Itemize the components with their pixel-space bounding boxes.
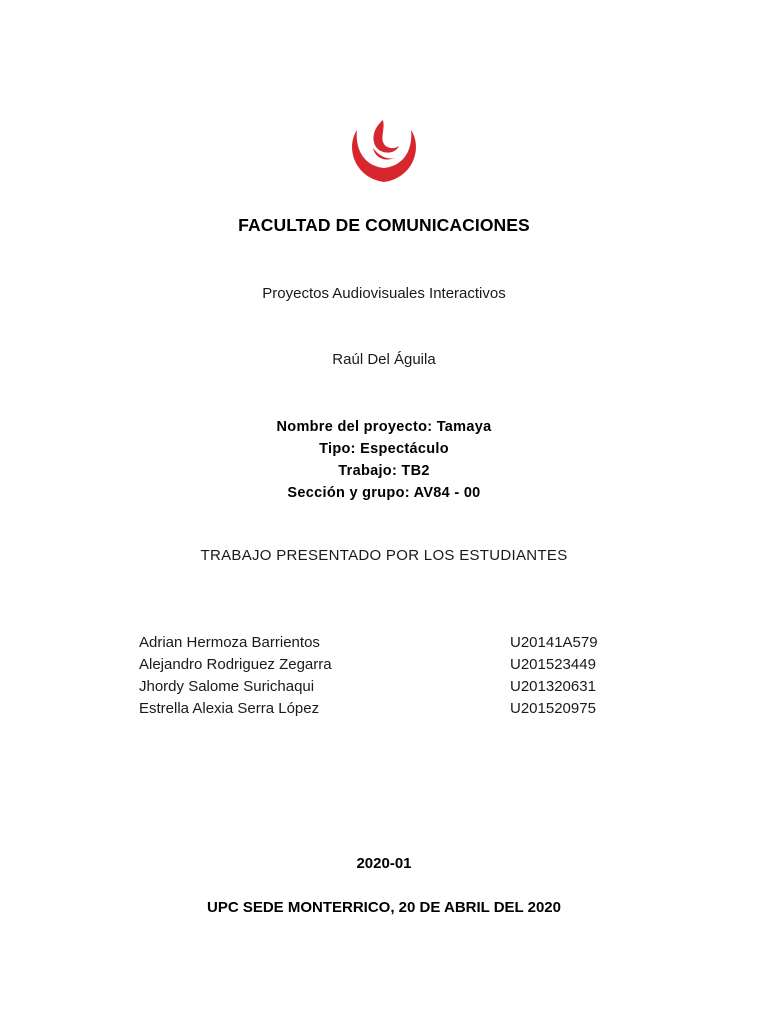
teacher-name: Raúl Del Águila xyxy=(332,351,436,368)
upc-flame-logo-icon xyxy=(349,118,419,184)
student-code: U20141A579 xyxy=(510,634,598,651)
project-info-block xyxy=(0,416,768,504)
student-code: U201520975 xyxy=(510,700,596,717)
presented-by-heading: TRABAJO PRESENTADO POR LOS ESTUDIANTES xyxy=(200,547,568,564)
student-name: Alejandro Rodriguez Zegarra xyxy=(139,656,332,673)
student-name: Estrella Alexia Serra López xyxy=(139,700,320,717)
project-name-line: Nombre del proyecto: Tamaya xyxy=(276,419,492,435)
student-code: U201523449 xyxy=(510,656,596,673)
student-code: U201320631 xyxy=(510,678,596,695)
faculty-title: FACULTAD DE COMUNICACIONES xyxy=(238,215,530,235)
student-name: Adrian Hermoza Barrientos xyxy=(139,634,320,651)
student-row xyxy=(139,678,639,700)
place-and-date: UPC SEDE MONTERRICO, 20 DE ABRIL DEL 2020 xyxy=(207,899,561,916)
project-work-line: Trabajo: TB2 xyxy=(338,463,430,479)
student-row xyxy=(139,700,639,722)
student-row xyxy=(139,634,639,656)
students-list xyxy=(139,634,639,722)
project-section-line: Sección y grupo: AV84 - 00 xyxy=(287,485,481,501)
student-row xyxy=(139,656,639,678)
academic-period: 2020-01 xyxy=(356,855,412,872)
logo-flame-shape xyxy=(373,120,399,153)
logo-bowl-shape xyxy=(352,130,416,182)
course-name: Proyectos Audiovisuales Interactivos xyxy=(262,285,506,302)
project-type-line: Tipo: Espectáculo xyxy=(319,441,449,457)
student-name: Jhordy Salome Surichaqui xyxy=(139,678,315,695)
